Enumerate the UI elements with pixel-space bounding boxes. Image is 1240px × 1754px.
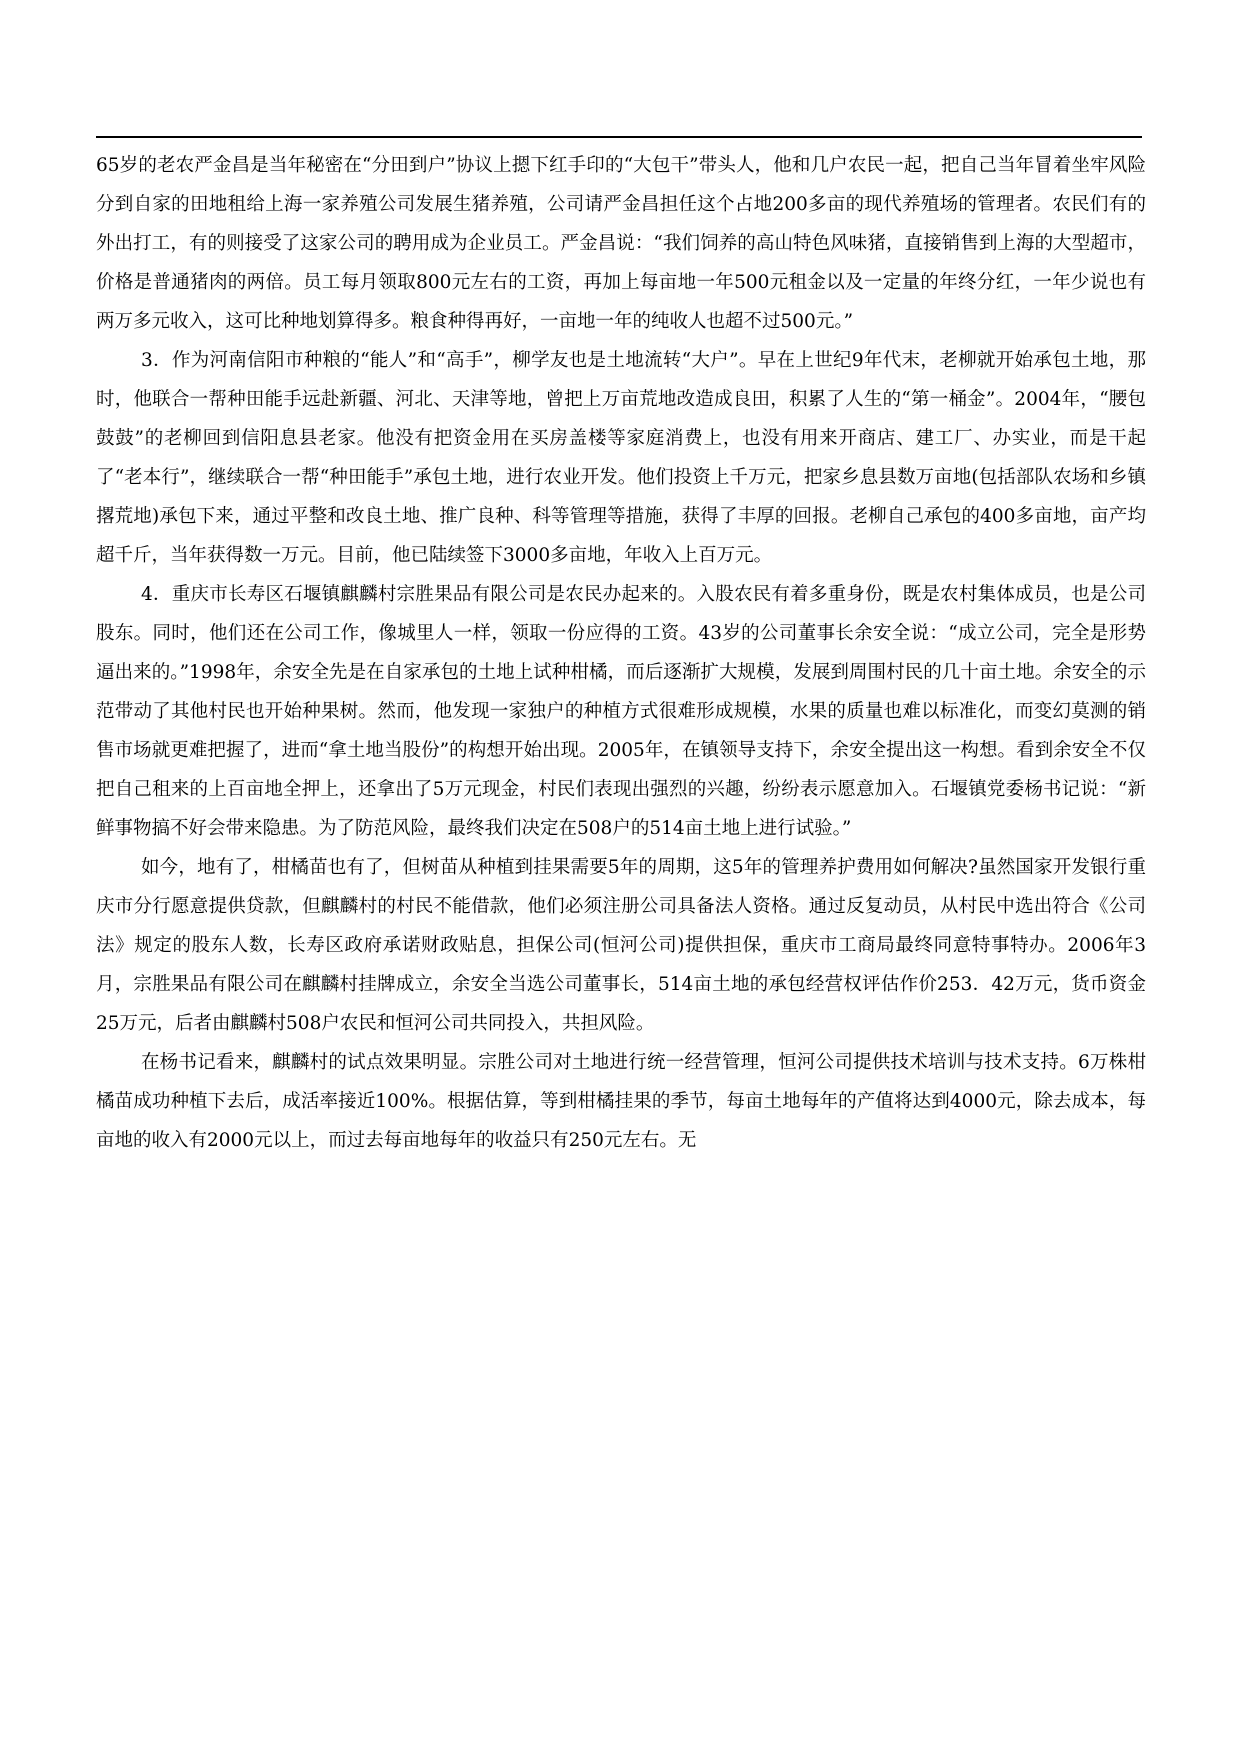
paragraph-2: 3．作为河南信阳市种粮的“能人”和“高手”，柳学友也是土地流转“大户”。早在上世纪9年代末，老柳就开始承包土地，那时，他联合一帮种田能手远赴新疆、河北、天津等地，曾把上万亩荒地改造成良田，积累了人生的“第一桶金”。2004年，“腰包鼓鼓”的老柳回到信阳息县老家。他没有把资金用在买房盖楼等家庭消费上，也没有用来开商店、建工厂、办实业，而是干起了“老本行”，继续联合一帮“种田能手”承包土地，进行农业开发。他们投资上千万元，把家乡息县数万亩地(包括部队农场和乡镇撂荒地)承包下来，通过平整和改良土地、推广良种、科等管理等措施，获得了丰厚的回报。老柳自己承包的400多亩地，亩产均超千斤，当年获得数一万元。目前，他已陆续签下3000多亩地，年收入上百万元。 <box>96 350 1146 566</box>
paragraph-4: 如今，地有了，柑橘苗也有了，但树苗从种植到挂果需要5年的周期，这5年的管理养护费用如何解决?虽然国家开发银行重庆市分行愿意提供贷款，但麒麟村的村民不能借款，他们必须注册公司具备法人资格。通过反复动员，从村民中选出符合《公司法》规定的股东人数，长寿区政府承诺财政贴息，担保公司(恒河公司)提供担保，重庆市工商局最终同意特事特办。2006年3月，宗胜果品有限公司在麒麟村挂牌成立，余安全当选公司董事长，514亩土地的承包经营权评估作价253．42万元，货币资金25万元，后者由麒麟村508户农民和恒河公司共同投入，共担风险。 <box>96 857 1146 1034</box>
header-rule <box>96 136 1142 138</box>
paragraph-3: 4．重庆市长寿区石堰镇麒麟村宗胜果品有限公司是农民办起来的。入股农民有着多重身份，既是农村集体成员，也是公司股东。同时，他们还在公司工作，像城里人一样，领取一份应得的工资。43岁的公司董事长余安全说：“成立公司，完全是形势逼出来的。”1998年，余安全先是在自家承包的土地上试种柑橘，而后逐渐扩大规模，发展到周围村民的几十亩土地。余安全的示范带动了其他村民也开始种果树。然而，他发现一家独户的种植方式很难形成规模，水果的质量也难以标准化，而变幻莫测的销售市场就更难把握了，进而“拿土地当股份”的构想开始出现。2005年，在镇领导支持下，余安全提出这一构想。看到余安全不仅把自己租来的上百亩地全押上，还拿出了5万元现金，村民们表现出强烈的兴趣，纷纷表示愿意加入。石堰镇党委杨书记说：“新鲜事物搞不好会带来隐患。为了防范风险，最终我们决定在508户的514亩土地上进行试验。” <box>96 584 1146 839</box>
paragraph-1: 65岁的老农严金昌是当年秘密在“分田到户”协议上摁下红手印的“大包干”带头人，他和几户农民一起，把自己当年冒着坐牢风险分到自家的田地租给上海一家养殖公司发展生猪养殖，公司请严金昌担任这个占地200多亩的现代养殖场的管理者。农民们有的外出打工，有的则接受了这家公司的聘用成为企业员工。严金昌说：“我们饲养的高山特色风味猪，直接销售到上海的大型超市，价格是普通猪肉的两倍。员工每月领取800元左右的工资，再加上每亩地一年500元租金以及一定量的年终分红，一年少说也有两万多元收入，这可比种地划算得多。粮食种得再好，一亩地一年的纯收人也超不过500元。” <box>96 155 1146 332</box>
paragraph-5: 在杨书记看来，麒麟村的试点效果明显。宗胜公司对土地进行统一经营管理，恒河公司提供技术培训与技术支持。6万株柑橘苗成功种植下去后，成活率接近100%。根据估算，等到柑橘挂果的季节，每亩土地每年的产值将达到4000元，除去成本，每亩地的收入有2000元以上，而过去每亩地每年的收益只有250元左右。无 <box>96 1052 1146 1151</box>
document-body <box>96 146 1146 1160</box>
